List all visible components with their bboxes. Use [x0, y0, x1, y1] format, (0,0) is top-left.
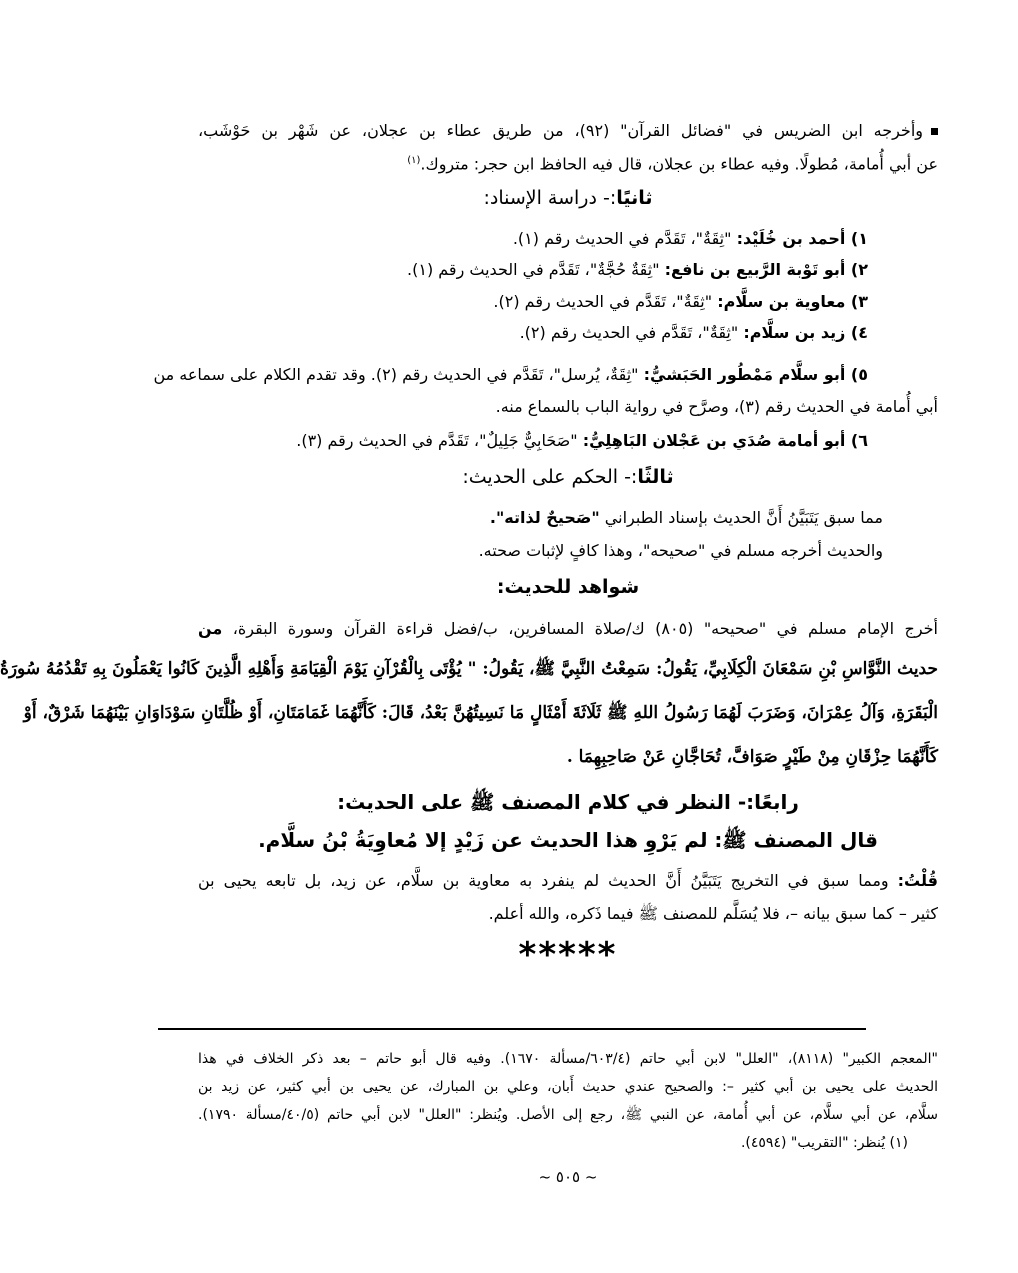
footnote-line-4: (١) يُنظر: "التقريب" (٤٥٩٤). [740, 1135, 908, 1151]
isnad-item-3: ٣) معاوية بن سلَّام: "ثِقَةٌ"، تَقَدَّم في الحديث رقم (٢). [493, 292, 868, 311]
footnote-line-2: الحديث على يحيى بن أبي كثير –: والصحيح عندي حديث أَبان، وعلي بن المبارك، عن يحيى بن أبي كثير، عن زيد بن [198, 1079, 938, 1095]
hadith-line-3: كَأَنَّهُمَا حِزْقَانِ مِنْ طَيْرٍ صَوَافَّ، تُحَاجَّانِ عَنْ صَاحِبِهِمَا . [566, 747, 938, 767]
author-quote: قال المصنف ﷺ: لم يَرْوِ هذا الحديث عن زَيْدٍ إلا مُعاوِيَةُ بْنُ سلَّام. [258, 828, 878, 852]
isnad-item-5: ٥) أبو سلَّام مَمْطُور الحَبَشيُّ: "ثِقَةٌ، يُرسل"، تَقَدَّم في الحديث رقم (٢). وقد تقدم الكلام على سماعه من [153, 365, 868, 384]
footnote-line-1: "المعجم الكبير" (٨١١٨)، "العلل" لابن أبي حاتم (٦٠٣/٤/مسألة ١٦٧٠). وفيه قال أبو حاتم – بعد ذكر الخلاف في هذا [198, 1051, 938, 1067]
section-separator: ***** [518, 935, 618, 975]
hukm-line-1: مما سبق يَتَبَيَّنُ أَنَّ الحديث بإسناد الطبراني "صَحيحٌ لذاته". [489, 508, 883, 527]
footnote-line-3: سلَّام، عن أبي سلَّام، عن أبي أُمامة، عن النبي ﷺ، رجع إلى الأصل. ويُنظر: "العلل" لابن أبي حاتم (٤٠/٥/مسألة ١٧٩٠). [198, 1107, 938, 1123]
shawahid-heading: شواهد للحديث: [496, 576, 640, 598]
intro-line-1: وأخرجه ابن الضريس في "فضائل القرآن" (٩٢)، من طريق عطاء بن عجلان، عن شَهْر بن حَوْشَب، [198, 118, 938, 144]
intro-line-2: عن أبي أُمامة، مُطولًا. وفيه عطاء بن عجلان، قال فيه الحافظ ابن حجر: متروك.$^{(١)}$ [407, 154, 938, 174]
isnad-item-1: ١) أحمد بن خُلَيْد: "ثِقَةٌ"، تَقَدَّم في الحديث رقم (١). [512, 229, 868, 248]
isnad-item-6: ٦) أبو أمامة صُدَي بن عَجْلان البَاهِلِيُّ: "صَحَابِيٌّ جَلِيلٌ"، تَقَدَّم في الحديث رقم (٣). [296, 431, 868, 450]
hadith-line-2: الْبَقَرَةِ، وَآلُ عِمْرَانَ، وَضَرَبَ لَهُمَا رَسُولُ اللهِ ﷺ ثَلَاثَةَ أَمْثَالٍ مَا نَسِيتُهُنَّ بَعْدُ، قَالَ: كَأَنَّهُمَا غَمَامَتَانِ، أَوْ ظُلَّتَانِ سَوْدَاوَانِ بَيْنَهُمَا شَرْقٌ، أَوْ [23, 703, 938, 723]
isnad-item-5-cont: أبي أُمامة في الحديث رقم (٣)، وصرَّح في رواية الباب بالسماع منه. [495, 397, 938, 416]
footnote-marker: (١) [407, 155, 421, 166]
page-number: ~ ٥٠٥ ~ [538, 1168, 598, 1186]
square-bullet-icon [931, 128, 938, 135]
hadith-line-1: حديث النَّوَّاسِ بْنِ سَمْعَانَ الْكِلَابِيِّ، يَقُولُ: سَمِعْتُ النَّبِيَّ ﷺ، يَقُولُ: " يُؤْتَى بِالْقُرْآنِ يَوْمَ الْقِيَامَةِ وَأَهْلِهِ الَّذِينَ كَانُوا يَعْمَلُونَ بِهِ تَقْدُمُهُ سُورَةُ [0, 659, 938, 679]
shawahid-line-1: أخرج الإمام مسلم في "صحيحه" (٨٠٥) ك/صلاة المسافرين، ب/فضل قراءة القرآن وسورة البقرة، من [198, 619, 939, 638]
nazar-para-line-1: قُلْتُ: ومما سبق في التخريج يَتَبَيَّنُ أَنَّ الحديث لم ينفرد به معاوية بن سلَّام، عن زيد، بل تابعه يحيى بن [198, 871, 938, 890]
isnad-heading: ثانيًا:- دراسة الإسناد: [483, 187, 653, 209]
nazar-para-line-2: كثير – كما سبق بيانه –، فلا يُسَلَّم للمصنف ﷺ فيما ذَكره، والله أعلم. [488, 904, 938, 923]
hukm-heading: ثالثًا:- الحكم على الحديث: [462, 466, 674, 488]
footnote-divider [158, 1028, 866, 1030]
isnad-item-2: ٢) أبو تَوْبة الرَّبيع بن نافع: "ثِقَةٌ حُجَّةٌ"، تَقَدَّم في الحديث رقم (١). [407, 260, 868, 279]
nazar-heading: رابعًا:- النظر في كلام المصنف ﷺ على الحديث: [337, 790, 799, 814]
hukm-line-2: والحديث أخرجه مسلم في "صحيحه"، وهذا كافٍ لإثبات صحته. [478, 541, 883, 560]
isnad-item-4: ٤) زيد بن سلَّام: "ثِقَةٌ"، تَقَدَّم في الحديث رقم (٢). [519, 323, 868, 342]
